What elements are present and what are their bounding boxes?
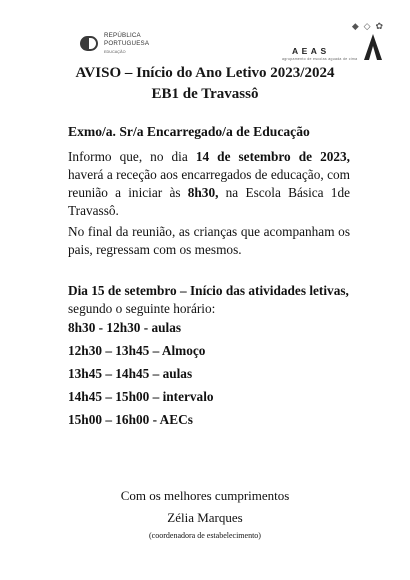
gov-line2: PORTUGUESA xyxy=(104,39,150,47)
gov-sub: EDUCAÇÃO xyxy=(104,50,126,54)
closing-greeting: Com os melhores cumprimentos xyxy=(120,488,290,503)
paragraph-classes-start: Dia 15 de setembro – Início das atividades letivas, segundo o seguinte horário: xyxy=(68,283,349,316)
signature-name: Zélia Marques xyxy=(167,510,243,525)
aeas-logo xyxy=(274,22,384,62)
paragraph-reception: Informo que, no dia 14 de setembro de 2023, haverá a receção aos encarregados de educação, com reunião a iniciar às 8h30, na Escola Básica 1de Travassô. xyxy=(68,149,351,218)
republica-emblem-icon xyxy=(80,34,100,54)
meeting-time: 8h30, xyxy=(187,185,219,200)
gov-line1: REPÚBLICA xyxy=(104,32,141,39)
schedule-item: 14h45 – 15h00 – intervalo xyxy=(68,389,214,404)
schedule-list xyxy=(68,319,214,434)
schedule-item: 15h00 – 16h00 - AECs xyxy=(68,412,193,427)
greeting: Exmo/a. Sr/a Encarregado/a de Educação xyxy=(68,124,310,139)
signature-role: (coordenadora de estabelecimento) xyxy=(149,531,261,540)
aeas-name: AEAS xyxy=(292,46,330,56)
aeas-subtitle: agrupamento de escolas aguada de cima xyxy=(282,57,358,61)
notice-title: AVISO – Início do Ano Letivo 2023/2024 xyxy=(75,65,335,81)
reception-date: 14 de setembro de 2023, xyxy=(195,149,351,164)
republica-portuguesa-logo xyxy=(80,32,149,54)
school-name: EB1 de Travassô xyxy=(151,86,259,102)
aeas-a-icon xyxy=(364,34,382,60)
paragraph-meeting-end: No final da reunião, as crianças que acompanham os pais, regressam com os mesmos. xyxy=(68,224,350,257)
schedule-item: 12h30 – 13h45 – Almoço xyxy=(68,343,206,358)
schedule-item: 13h45 – 14h45 – aulas xyxy=(68,366,193,381)
classes-start-date: Dia 15 de setembro – Início das atividades letivas, xyxy=(68,283,349,298)
schedule-item: 8h30 - 12h30 - aulas xyxy=(68,320,182,335)
aeas-decor-icons: ◆ ◇ ✿ xyxy=(351,22,384,32)
